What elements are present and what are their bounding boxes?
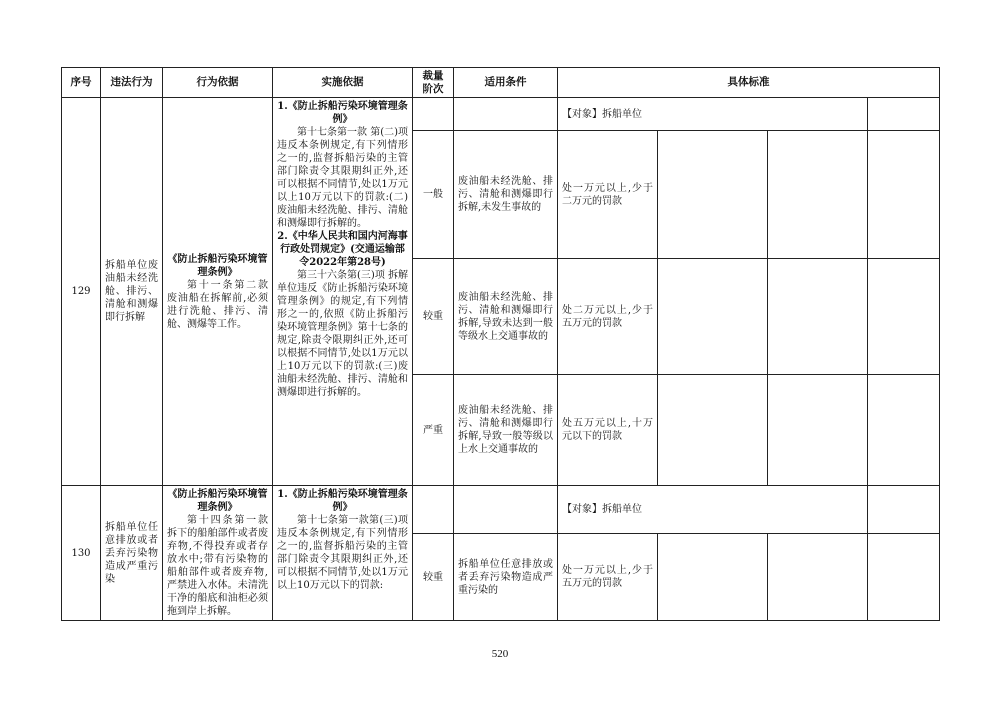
condition-cell [454, 486, 558, 534]
header-level: 裁量阶次 [413, 68, 454, 98]
serial-cell: 130 [62, 486, 101, 621]
standard-cell: 处一万元以上,少于五万元的罚款 [558, 534, 658, 621]
basis-text: 第十四条第一款 拆下的船舶部件或者废弃物,不得投弃或者存放水中;带有污染物的船舶部件或者废弃物,严禁进入水体。未清洗干净的船底和油柜必须拖到岸上拆解。 [167, 515, 268, 617]
implementation-cell [273, 98, 413, 486]
impl-text: 第十七条第一款第(三)项 违反本条例规定,有下列情形之一的,监督拆船污染的主管部门除责令其限期纠正外,还可以根据不同情节,处以1万元以上10万元以下的罚款: [277, 515, 408, 591]
basis-cell [163, 98, 273, 486]
basis-title: 《防止拆船污染环境管理条例》 [167, 489, 268, 513]
header-serial: 序号 [62, 68, 101, 98]
level-cell: 一般 [413, 131, 454, 259]
table-row [62, 486, 940, 534]
table-row [62, 98, 940, 131]
basis-text: 第十一条第二款 废油船在拆解前,必须进行洗舱、排污、清舱、测爆等工作。 [167, 279, 268, 330]
impl-title: 1.《防止拆船污染环境管理条例》 [277, 101, 408, 125]
standard-blank-cell [768, 131, 868, 259]
object-cell: 【对象】拆船单位 [558, 486, 868, 534]
standard-blank-cell [868, 534, 940, 621]
basis-cell [163, 486, 273, 621]
standard-blank-cell [868, 131, 940, 259]
level-cell [413, 98, 454, 131]
object-cell: 【对象】拆船单位 [558, 98, 868, 131]
standard-blank-cell [868, 375, 940, 486]
standard-cell: 处五万元以上,十万元以下的罚款 [558, 375, 658, 486]
condition-cell: 废油船未经洗舱、排污、清舱和测爆即行拆解,未发生事故的 [454, 131, 558, 259]
header-violation: 违法行为 [101, 68, 163, 98]
violation-cell: 拆船单位废油船未经洗舱、排污、清舱和测爆即行拆解 [101, 98, 163, 486]
standard-blank-cell [658, 375, 768, 486]
condition-cell [454, 98, 558, 131]
standard-blank-cell [658, 259, 768, 375]
standard-blank-cell [658, 534, 768, 621]
table-header-row [62, 68, 940, 98]
standard-blank-cell [768, 534, 868, 621]
level-cell: 严重 [413, 375, 454, 486]
condition-cell: 废油船未经洗舱、排污、清舱和测爆即行拆解,导致一般等级以上水上交通事故的 [454, 375, 558, 486]
standard-blank-cell [658, 131, 768, 259]
standard-blank-cell [768, 375, 868, 486]
level-cell: 较重 [413, 259, 454, 375]
header-implementation: 实施依据 [273, 68, 413, 98]
implementation-cell [273, 486, 413, 621]
level-cell [413, 486, 454, 534]
impl-text: 第十七条第一款 第(二)项违反本条例规定,有下列情形之一的,监督拆船污染的主管部门除责令其限期纠正外,还可以根据不同情节,处以1万元以上10万元以下的罚款:(二)废油船未经洗舱、排污、清舱和测爆即行拆解的。 [277, 127, 408, 229]
standard-blank-cell [868, 486, 940, 534]
penalty-standards-table [61, 67, 940, 621]
impl-text: 第三十六条第(三)项 拆解单位违反《防止拆船污染环境管理条例》的规定,有下列情形之一的,依照《防止拆船污染环境管理条例》第十七条的规定,除责令限期纠正外,还可以根据不同情节,处以1万元以上10万元以下的罚款:(三)废油船未经洗舱、排污、清舱和测爆即进行拆解的。 [277, 270, 408, 398]
standard-blank-cell [868, 259, 940, 375]
page-number: 520 [491, 648, 509, 660]
standard-cell: 处一万元以上,少于二万元的罚款 [558, 131, 658, 259]
impl-title: 2.《中华人民共和国内河海事行政处罚规定》(交通运输部令2022年第28号) [277, 231, 408, 268]
standard-blank-cell [868, 98, 940, 131]
serial-cell: 129 [62, 98, 101, 486]
condition-cell: 废油船未经洗舱、排污、清舱和测爆即行拆解,导致未达到一般等级水上交通事故的 [454, 259, 558, 375]
impl-title: 1.《防止拆船污染环境管理条例》 [277, 489, 408, 513]
basis-title: 《防止拆船污染环境管理条例》 [167, 253, 268, 278]
header-condition: 适用条件 [454, 68, 558, 98]
standard-cell: 处二万元以上,少于五万元的罚款 [558, 259, 658, 375]
header-standard: 具体标准 [558, 68, 940, 98]
standard-blank-cell [768, 259, 868, 375]
header-basis: 行为依据 [163, 68, 273, 98]
violation-cell: 拆船单位任意排放或者丢弃污染物造成严重污染 [101, 486, 163, 621]
condition-cell: 拆船单位任意排放或者丢弃污染物造成严重污染的 [454, 534, 558, 621]
level-cell: 较重 [413, 534, 454, 621]
